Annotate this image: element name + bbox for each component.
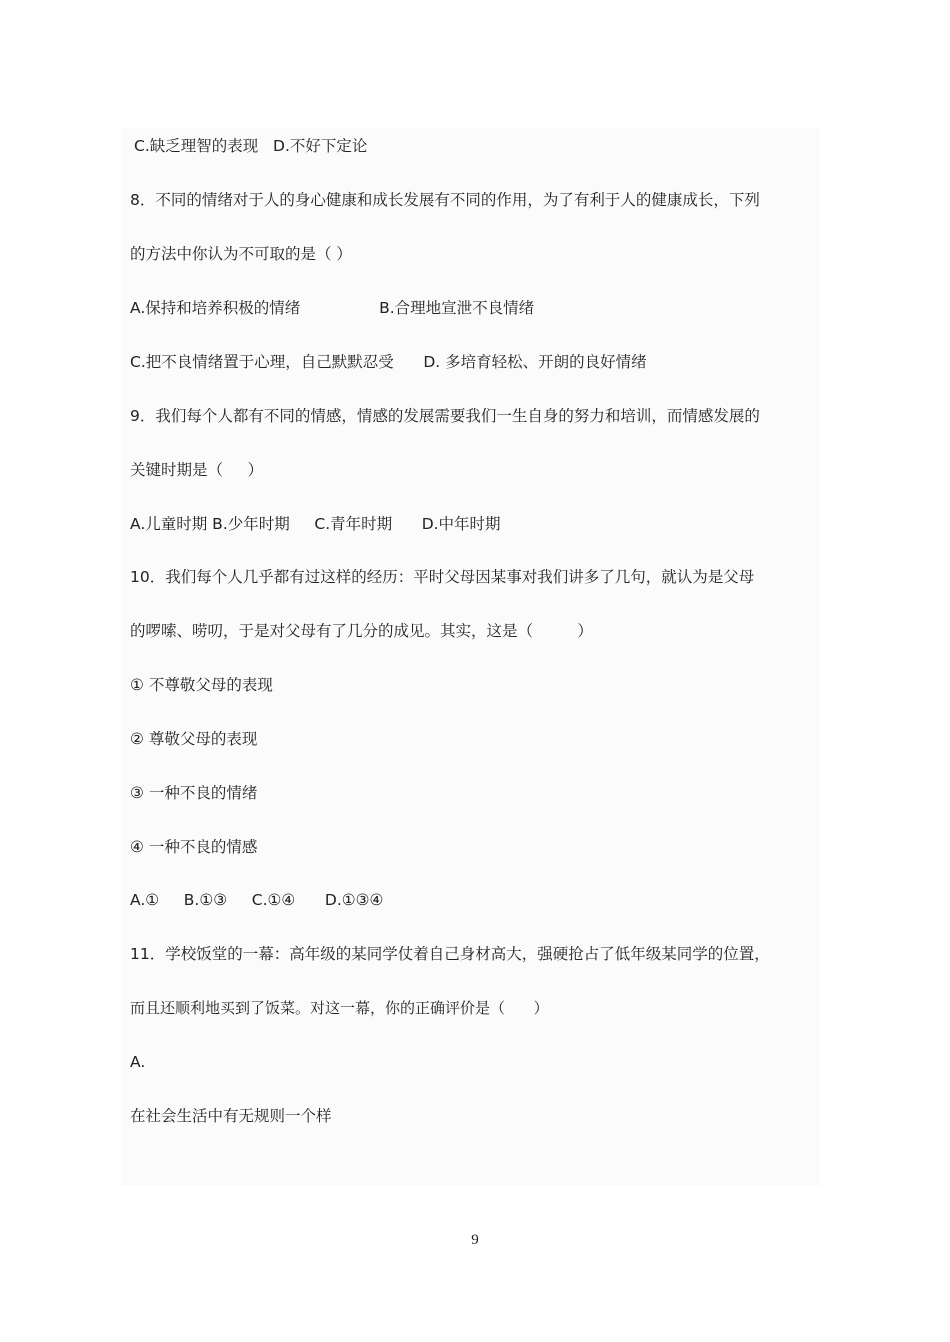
q11-option-a-text: 在社会生活中有无规则一个样 [130, 1107, 332, 1125]
q11-option-a-label: A. [130, 1053, 146, 1071]
q9-stem-line2: 关键时期是（ ） [130, 461, 264, 479]
q10-statement-2: ② 尊敬父母的表现 [130, 730, 258, 748]
q11-stem-line2: 而且还顺利地买到了饭菜。对这一幕，你的正确评价是（ ） [130, 999, 549, 1017]
q10-statement-4: ④ 一种不良的情感 [130, 838, 258, 856]
q9-stem-line1: 9．我们每个人都有不同的情感，情感的发展需要我们一生自身的努力和培训，而情感发展的 [130, 407, 760, 425]
q10-statement-1: ① 不尊敬父母的表现 [130, 676, 273, 694]
content-area [122, 128, 820, 1186]
q10-statement-3: ③ 一种不良的情绪 [130, 784, 258, 802]
q8-options-cd: C.把不良情绪置于心理，自己默默忍受 D. 多培育轻松、开朗的良好情绪 [130, 353, 647, 371]
q10-stem-line1: 10．我们每个人几乎都有过这样的经历：平时父母因某事对我们讲多了几句，就认为是父母 [130, 568, 755, 586]
q8-stem-line2: 的方法中你认为不可取的是（ ） [130, 245, 352, 263]
page-number: 9 [471, 1232, 479, 1248]
q10-stem-line2: 的啰嗦、唠叨，于是对父母有了几分的成见。其实，这是（ ） [130, 622, 593, 640]
q8-stem-line1: 8．不同的情绪对于人的身心健康和成长发展有不同的作用，为了有利于人的健康成长，下列 [130, 191, 760, 209]
q11-stem-line1: 11．学校饭堂的一幕：高年级的某同学仗着自己身材高大，强硬抢占了低年级某同学的位置， [130, 945, 770, 963]
q9-options: A.儿童时期 B.少年时期 C.青年时期 D.中年时期 [130, 515, 501, 533]
q10-options: A.① B.①③ C.①④ D.①③④ [130, 891, 384, 909]
q8-options-ab: A.保持和培养积极的情绪 B.合理地宣泄不良情绪 [130, 299, 535, 317]
q7-options-cd: C.缺乏理智的表现 D.不好下定论 [134, 137, 368, 155]
